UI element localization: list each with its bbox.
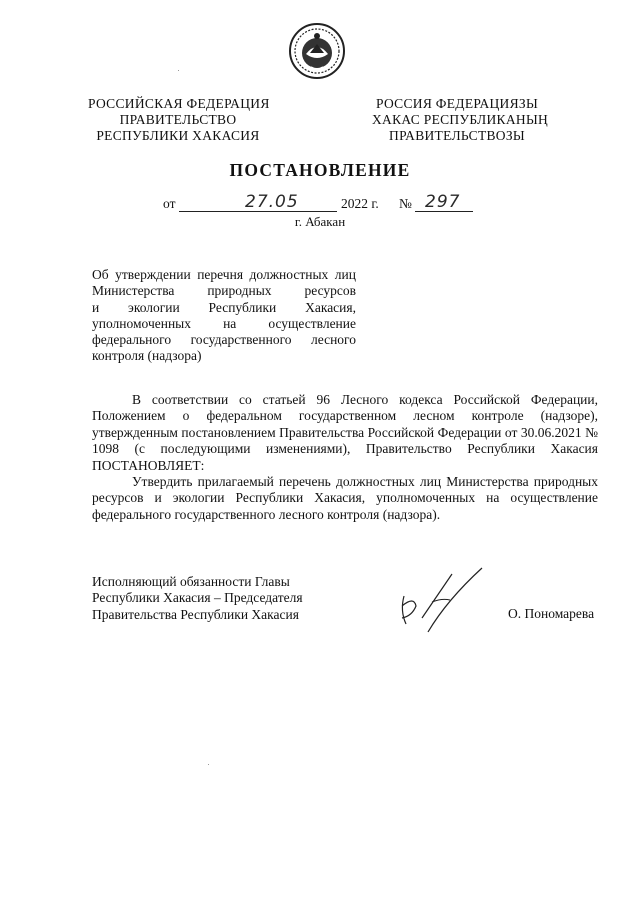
subject-line-6: контроля (надзора) (92, 348, 202, 364)
subject-line-5: федерального государственного лесного (92, 332, 356, 348)
subject-line-3: и экологии Республики Хакасия, (92, 299, 356, 315)
signer-position-line-1: Исполняющий обязанности Главы (92, 574, 290, 589)
header-left-line-2: ПРАВИТЕЛЬСТВО (119, 112, 237, 127)
signer-position-line-2: Республики Хакасия – Председателя (92, 590, 303, 606)
handwritten-number: 297 (425, 192, 461, 212)
date-prefix: от (163, 196, 176, 211)
speck (178, 70, 179, 71)
document-body (92, 392, 598, 523)
document-subject (92, 267, 356, 365)
header-left-line-3: РЕСПУБЛИКИ ХАКАСИЯ (96, 128, 260, 143)
subject-line-1: Об утверждении перечня должностных лиц (92, 267, 356, 282)
header-left-line-1: РОССИЙСКАЯ ФЕДЕРАЦИЯ (88, 96, 270, 111)
number-sign: № (399, 196, 412, 211)
subject-line-4: уполномоченных на осуществление (92, 315, 356, 331)
signer-name: О. Пономарева (508, 606, 595, 621)
handwritten-signature (392, 566, 492, 634)
signer-position-line-3: Правительства Республики Хакасия (92, 606, 299, 622)
header-khakas (372, 96, 549, 144)
signer-position (92, 574, 342, 623)
header-right-line-1: РОССИЯ ФЕДЕРАЦИЯЗЫ (375, 96, 539, 111)
handwritten-date: 27.05 (245, 192, 299, 212)
document-title: ПОСТАНОВЛЕНИЕ (229, 160, 411, 180)
subject-line-2: Министерства природных ресурсов (92, 283, 356, 299)
coat-of-arms-emblem (288, 22, 346, 80)
body-paragraph-1: В соответствии со статьей 96 Лесного кодекса Российской Федерации, Положением о федеральном государственном лесном контроле (надзоре), утвержденным постановлением Правительства Российской Федерации от 30.06.2021 № 1098 (с последующими изменениями), Правительство Республики Хакасия ПОСТАНОВЛЯЕТ: (92, 392, 598, 473)
header-right-line-2: ХАКАС РЕСПУБЛИКАНЫҢ (372, 112, 549, 127)
city-label: г. Абакан (294, 214, 346, 229)
header-right-line-3: ПРАВИТЕЛЬСТВОЗЫ (389, 128, 525, 143)
year-label: 2022 г. (341, 196, 379, 211)
speck (208, 764, 209, 765)
body-paragraph-2: Утвердить прилагаемый перечень должностных лиц Министерства природных ресурсов и экологии Республики Хакасия, уполномоченных на осуществление федерального государственного лесного контроля (надзора). (92, 474, 598, 522)
date-number-line (163, 192, 493, 216)
header-russian (88, 96, 268, 144)
